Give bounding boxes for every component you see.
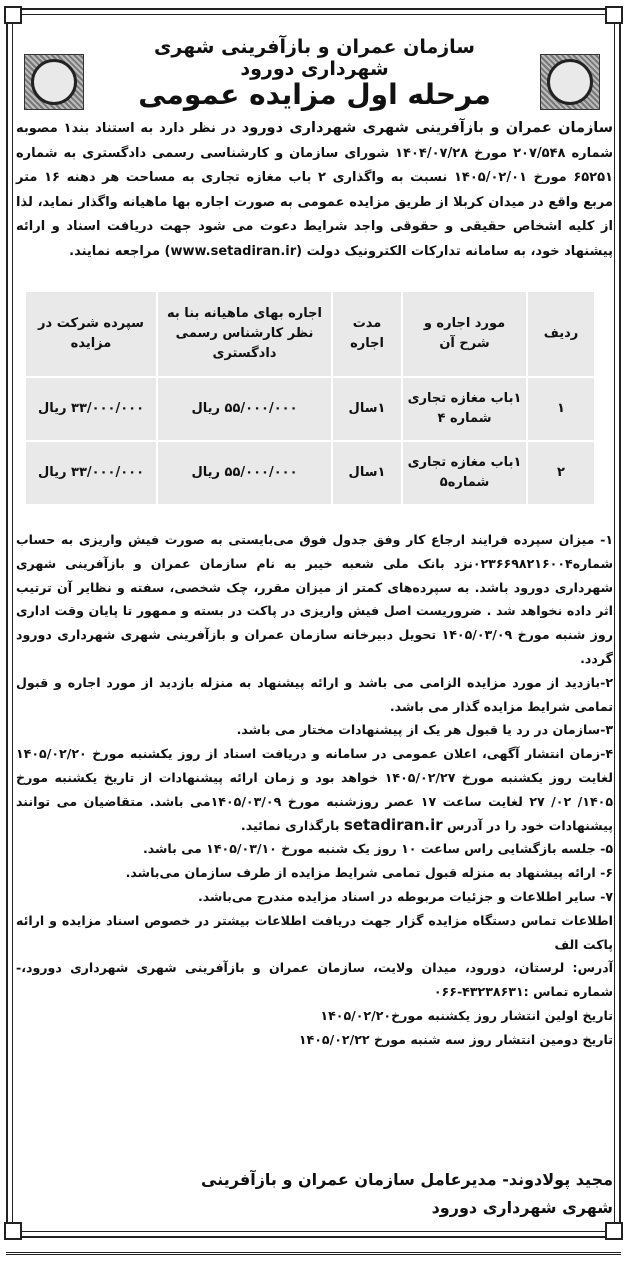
bottom-divider <box>6 1252 621 1255</box>
condition-item-6: ۶- ارائه پیشنهاد به منزله قبول تمامی شرایط مزایده از طرف سازمان می‌باشد. <box>125 865 613 881</box>
header-duration: مدت اجاره <box>333 292 401 376</box>
condition-item-5: ۵- جلسه بازگشایی راس ساعت ۱۰ روز یک شنبه مورخ ۱۴۰۵/۰۳/۱۰ می باشد. <box>142 841 613 857</box>
cell-monthly-rent: ۵۵/۰۰۰/۰۰۰ ریال <box>158 442 331 504</box>
intro-organization: سازمان عمران و بازآفرینی شهری شهرداری دورود <box>241 120 613 136</box>
municipality-seal-icon <box>24 54 84 110</box>
organization-heading: سازمان عمران و بازآفرینی شهری شهرداری دورود <box>154 36 475 80</box>
second-publication-date: تاریخ دومین انتشار روز سه شنبه مورخ ۱۴۰۵/۰۲/۲۲ <box>298 1031 613 1047</box>
corner-ornament <box>605 1222 623 1240</box>
header-subject: مورد اجاره و شرح آن <box>403 292 526 376</box>
organization-seal-icon <box>540 54 600 110</box>
header-row-number: ردیف <box>528 292 594 376</box>
cell-row-number: ۱ <box>528 378 594 440</box>
cell-duration: ۱سال <box>333 442 401 504</box>
signature-line-1: مجید پولادوند- مدیرعامل سازمان عمران و بازآفرینی <box>201 1170 613 1189</box>
cell-deposit: ۳۳/۰۰۰/۰۰۰ ریال <box>26 378 156 440</box>
cell-subject: ۱باب مغازه تجاری شماره ۴ <box>403 378 526 440</box>
condition-item-3: ۳-سازمان در رد یا قبول هر یک از پیشنهادات مختار می باشد. <box>236 722 613 738</box>
cell-subject: ۱باب مغازه تجاری شماره۵ <box>403 442 526 504</box>
intro-text: در نظر دارد به استناد بند۱ مصوبه شماره ۲۰۷/۵۴۸ مورخ ۱۴۰۴/۰۷/۲۸ شورای سازمان و کارشناسی رسمی دادگستری به شماره ۶۵۲۵۱ مورخ ۱۴۰۵/۰۲/۰۱ نسبت به واگذاری ۲ باب مغازه تجاری به مساحت هر دهنه ۱۶ متر مربع واقع در میدان کربلا از طریق مزایده عمومی به صورت اجاره بها ماهیانه واگذار نماید، لذا از کلیه اشخاص حقیقی و حقوقی واجد شرایط دعوت می شود جهت دریافت اسناد و ارائه پیشنهاد خود، به سامانه تدارکات الکترونیک دولت (www.setadiran.ir) مراجعه نمایند. <box>16 121 613 259</box>
contact-info: اطلاعات تماس دستگاه مزایده گزار جهت دریافت اطلاعات بیشتر در خصوص اسناد مزایده و ارائه پاکت الف <box>16 912 613 952</box>
cell-monthly-rent: ۵۵/۰۰۰/۰۰۰ ریال <box>158 378 331 440</box>
table-header-row <box>26 292 594 376</box>
corner-ornament <box>4 1222 22 1240</box>
signature-block <box>16 1166 613 1222</box>
ad-title: مرحله اول مزایده عمومی <box>138 78 491 111</box>
corner-ornament <box>605 6 623 24</box>
signature-line-2: شهری شهرداری دورود <box>431 1198 613 1217</box>
cell-row-number: ۲ <box>528 442 594 504</box>
conditions-section <box>16 528 613 1052</box>
first-publication-date: تاریخ اولین انتشار روز یکشنبه مورخ۱۴۰۵/۰۲/۲۰ <box>320 1007 613 1023</box>
header-monthly-rent: اجاره بهای ماهیانه بنا به نظر کارشناس رسمی دادگستری <box>158 292 331 376</box>
condition-item-4 <box>16 742 613 837</box>
table-row <box>26 442 594 504</box>
condition-item-7: ۷- سایر اطلاعات و جزئیات مربوطه در اسناد مزایده مندرج می‌باشد. <box>197 888 613 904</box>
header-deposit: سپرده شرکت در مزایده <box>26 292 156 376</box>
setadiran-link[interactable]: setadiran.ir <box>343 815 443 834</box>
condition-item-2: ۲-بازدید از مورد مزایده الزامی می باشد و ارائه پیشنهاد به منزله بازدید از مورد اجاره و قبول تمامی شرایط مزایده گذار می باشد. <box>16 674 613 714</box>
auction-table <box>24 290 596 506</box>
condition-item-4-end: بارگذاری نمائید. <box>240 817 344 833</box>
cell-deposit: ۳۳/۰۰۰/۰۰۰ ریال <box>26 442 156 504</box>
condition-item-1: ۱- میزان سپرده فرایند ارجاع کار وفق جدول فوق می‌بایستی به صورت فیش واریزی به حساب شماره۰۲۳۶۶۹۸۲۱۶۰۰۴نزد بانک ملی شعبه خیبر به نام سازمان عمران و بازآفرینی شهری شهرداری دورود باشد. به سپرده‌های کمتر از میزان مقرر، چک شخصی، سفته و نظایر آن ترتیب اثر داده نخواهد شد . ضروریست اصل فیش واریزی در پاکت در بسته و ممهور تا پایان وقت اداری روز شنبه مورخ ۱۴۰۵/۰۳/۰۹ تحویل دبیرخانه سازمان عمران و بازآفرینی شهری شهرداری دورود گردد. <box>16 532 613 666</box>
address: آدرس: لرستان، دورود، میدان ولایت، سازمان عمران و بازآفرینی شهری شهرداری دورود،- شماره تماس :۴۳۲۳۸۶۳۱-۰۶۶ <box>16 960 613 1000</box>
corner-ornament <box>4 6 22 24</box>
table-row <box>26 378 594 440</box>
condition-item-4-text: ۴-زمان انتشار آگهی، اعلان عمومی در سامانه و دریافت اسناد از روز یکشنبه مورخ ۱۴۰۵/۰۲/۲۰ لغایت روز یکشنبه مورخ ۱۴۰۵/۰۲/۲۷ خواهد بود و زمان ارائه پیشنهادات از تاریخ یکشنبه مورخ ۱۴۰۵/ ۰۲/ ۲۷ لغایت ساعت ۱۷ عصر روزشنبه مورخ ۱۴۰۵/۰۳/۰۹می باشد. متقاضیان می توانند پیشنهادات خود را در آدرس <box>16 746 614 833</box>
intro-paragraph <box>16 116 613 264</box>
cell-duration: ۱سال <box>333 378 401 440</box>
